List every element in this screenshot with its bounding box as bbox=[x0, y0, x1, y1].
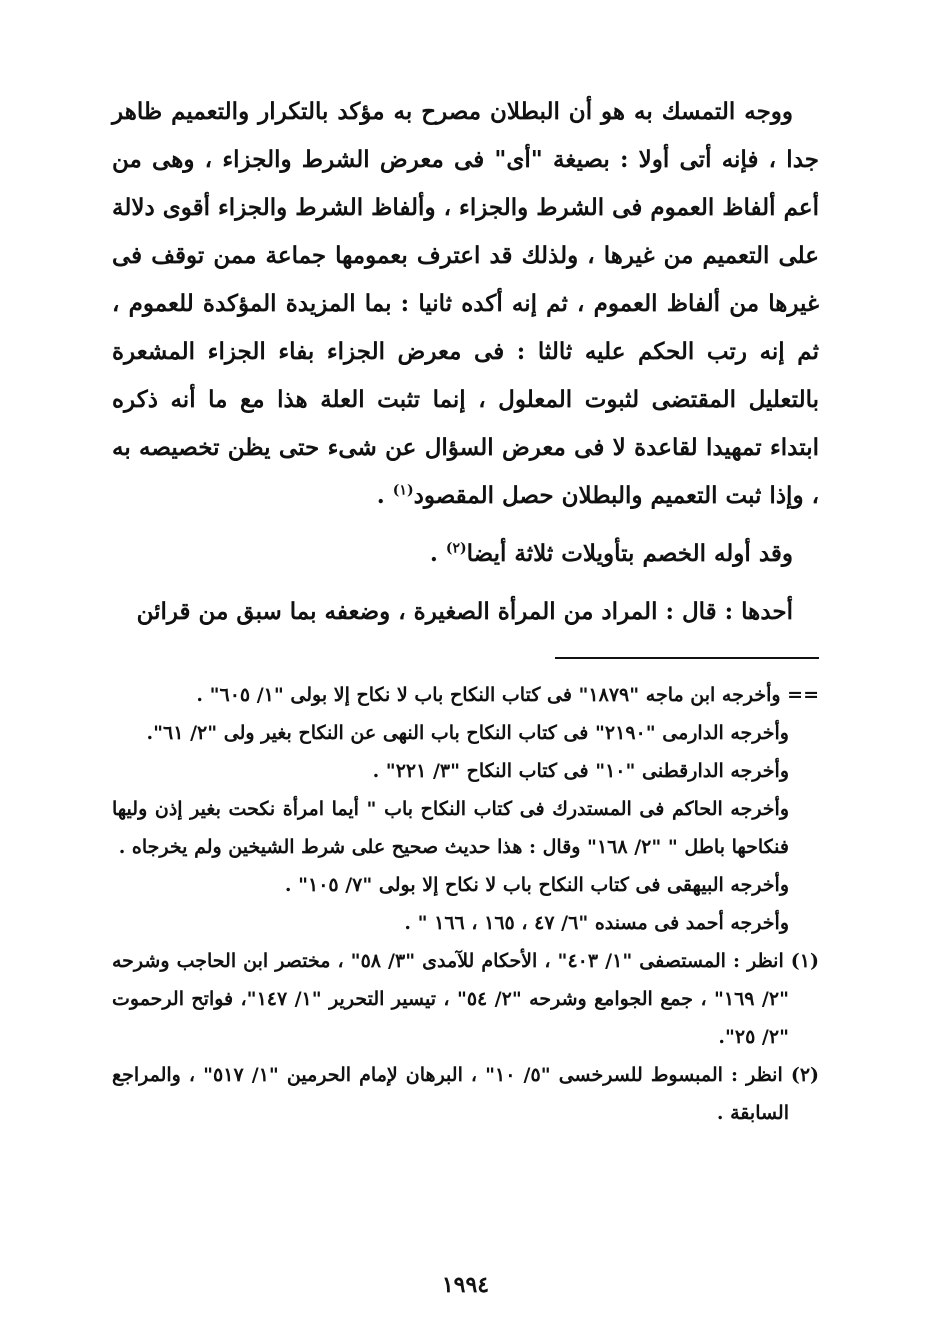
footnotes bbox=[112, 676, 819, 1132]
main-text bbox=[112, 88, 819, 636]
footnote-line: وأخرجه الدارمى "٢١٩٠" فى كتاب النكاح باب النهى عن النكاح بغير ولى "٢/ ٦١". bbox=[146, 722, 789, 744]
page-number: ١٩٩٤ bbox=[441, 1272, 490, 1298]
footnote-line: وأخرجه الحاكم فى المستدرك فى كتاب النكاح باب " أيما امرأة نكحت بغير إذن وليها فنكاحها باطل " "٢/ ١٦٨" وقال : هذا حديث صحيح على شرط الشيخين ولم يخرجاه . bbox=[112, 798, 789, 858]
footnote-line: وأخرجه البيهقى فى كتاب النكاح باب لا نكاح إلا بولى "٧/ ١٠٥" . bbox=[284, 874, 789, 896]
footnote-ref-1: (١) bbox=[392, 482, 414, 499]
paragraph-2-text: وقد أوله الخصم بتأويلات ثلاثة أيضا bbox=[466, 540, 793, 567]
footnote-separator bbox=[555, 657, 819, 659]
footnote-ref-2: (٢) bbox=[445, 540, 467, 557]
footnote-continued: == وأخرجه ابن ماجه "١٨٧٩" فى كتاب النكاح باب لا نكاح إلا بولى "١/ ٦٠٥" . bbox=[196, 684, 819, 706]
paragraph-1-end: . bbox=[376, 482, 393, 509]
paragraph-2-end: . bbox=[429, 540, 446, 567]
footnote-2: (٢) انظر : المبسوط للسرخسى "٥/ ١٠" ، البرهان لإمام الحرمين "١/ ٥١٧" ، والمراجع السابقة . bbox=[112, 1064, 820, 1124]
paragraph-1-text: ووجه التمسك به هو أن البطلان مصرح به مؤكد بالتكرار والتعميم ظاهر جدا ، فإنه أتى أولا : بصيغة "أى" فى معرض الشرط والجزاء ، وهى من أعم ألفاظ العموم فى الشرط والجزاء ، وألفاظ الشرط والجزاء أقوى دلالة على التعميم من غيرها ، ولذلك قد اعترف بعمومها جماعة ممن توقف فى غيرها من ألفاظ العموم ، ثم إنه أكده ثانيا : بما المزيدة المؤكدة للعموم ، ثم إنه رتب الحكم عليه ثالثا : فى معرض الجزاء بفاء الجزاء المشعرة بالتعليل المقتضى لثبوت المعلول ، إنما تثبت العلة هذا مع ما أنه ذكره ابتداء تمهيدا لقاعدة لا فى معرض السؤال عن شىء حتى يظن تخصيصه به ، وإذا ثبت التعميم والبطلان حصل المقصود bbox=[112, 98, 819, 509]
footnote-line: وأخرجه أحمد فى مسنده "٦/ ٤٧ ، ١٦٥ ، ١٦٦ " . bbox=[404, 912, 789, 934]
footnote-line: وأخرجه الدارقطنى "١٠" فى كتاب النكاح "٣/ ٢٢١" . bbox=[372, 760, 789, 782]
paragraph-2 bbox=[112, 530, 819, 578]
paragraph-1 bbox=[112, 88, 819, 520]
paragraph-3: أحدها : قال : المراد من المرأة الصغيرة ، وضعفه بما سبق من قرائن bbox=[136, 598, 793, 625]
footnote-1: (١) انظر : المستصفى "١/ ٤٠٣" ، الأحكام للآمدى "٣/ ٥٨" ، مختصر ابن الحاجب وشرحه "٢/ ١٦٩" ، جمع الجوامع وشرحه "٢/ ٥٤" ، تيسير التحرير "١/ ١٤٧"، فواتح الرحموت "٢/ ٢٥". bbox=[112, 950, 819, 1048]
